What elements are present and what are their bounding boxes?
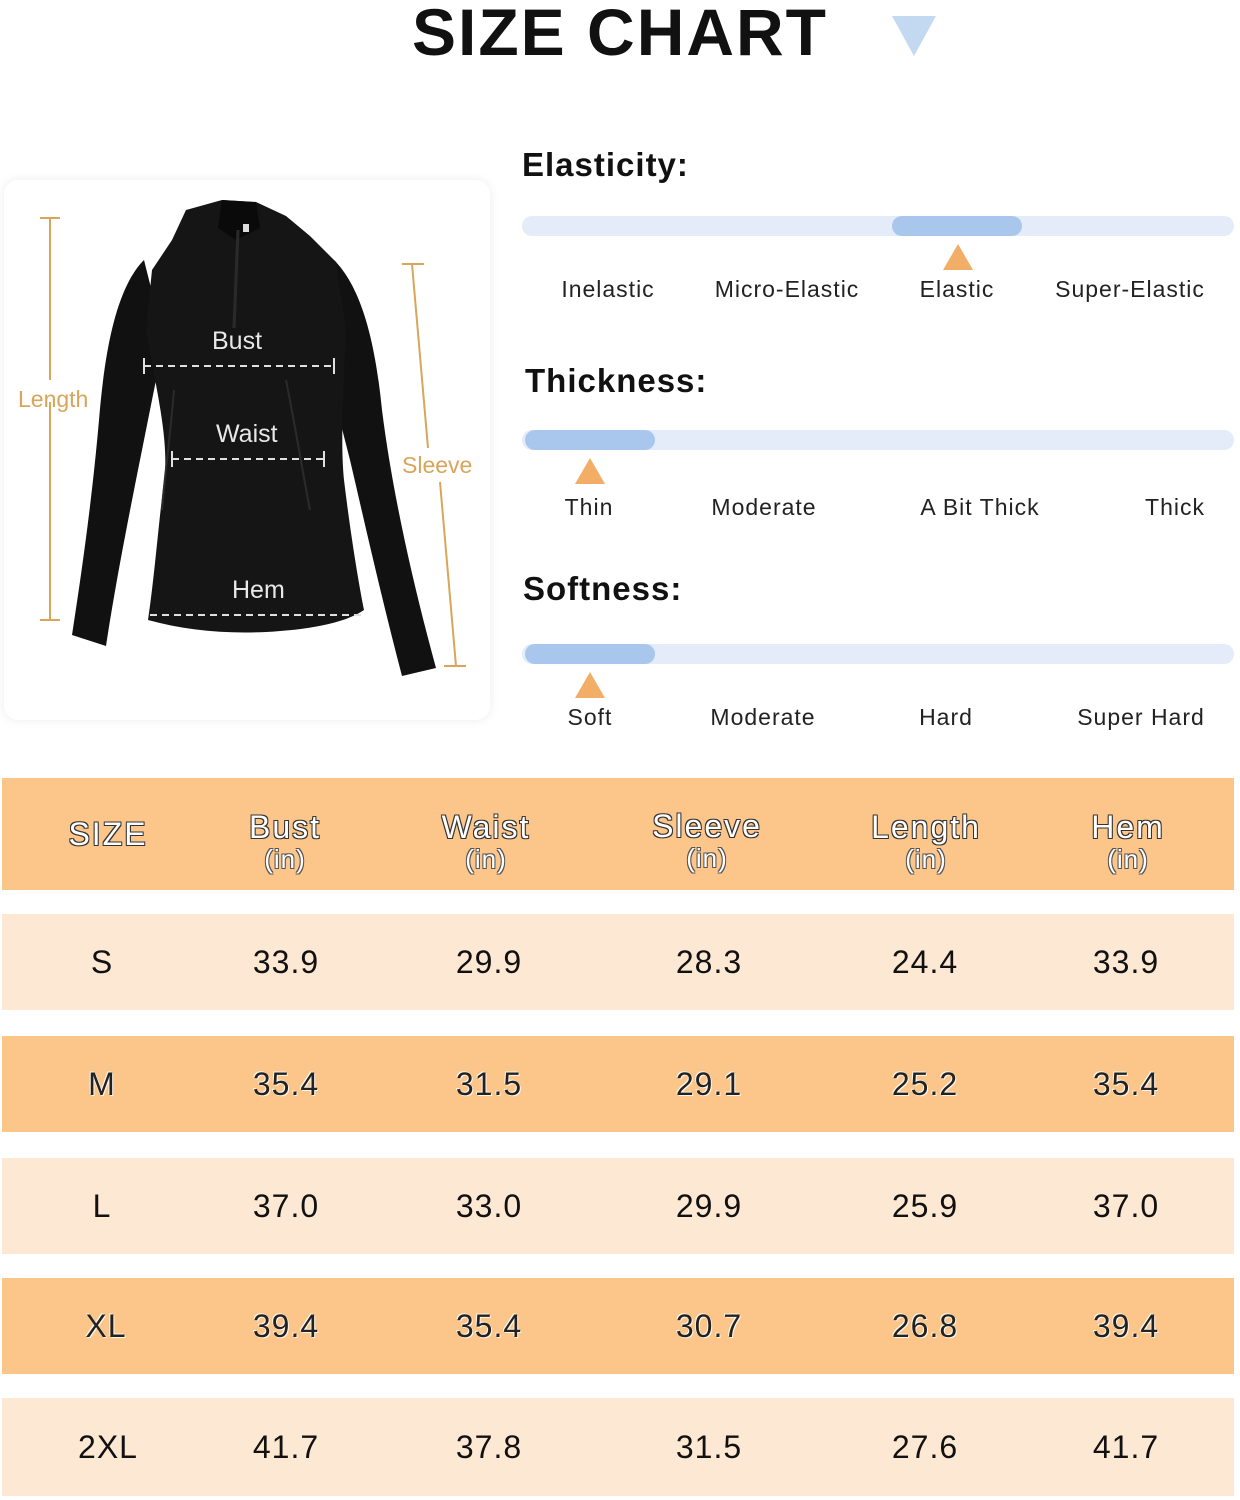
softness-selected-segment: [525, 644, 655, 664]
table-row: [2, 1036, 1234, 1132]
thickness-option: Moderate: [711, 494, 817, 520]
waist-cell: 31.5: [455, 1066, 523, 1102]
bust-cell: 33.9: [252, 944, 320, 980]
waist-label: Waist: [216, 420, 278, 448]
sleeve-cell: 30.7: [675, 1308, 743, 1344]
thickness-marker-icon: [575, 458, 605, 484]
hem-cell: 41.7: [1092, 1429, 1160, 1465]
waist-cell: 35.4: [455, 1308, 523, 1344]
softness-option: Moderate: [710, 704, 816, 730]
column-header-sleeve: Sleeve (in): [652, 808, 762, 873]
thickness-option: Thick: [1145, 494, 1205, 520]
length-cell: 25.2: [891, 1066, 959, 1102]
size-cell: XL: [85, 1308, 127, 1344]
table-row: [2, 1278, 1234, 1374]
thickness-option-selected: Thin: [564, 494, 614, 520]
elasticity-selected-segment: [892, 216, 1022, 236]
bust-cell: 37.0: [252, 1188, 320, 1224]
length-cell: 26.8: [891, 1308, 959, 1344]
softness-marker-icon: [575, 672, 605, 698]
length-cell: 27.6: [891, 1429, 959, 1465]
sleeve-cell: 28.3: [675, 944, 743, 980]
softness-heading: Softness:: [523, 570, 683, 607]
softness-scale-track: [522, 644, 1234, 664]
garment-card: [4, 180, 490, 720]
sleeve-cell: 29.1: [675, 1066, 743, 1102]
softness-section: [522, 570, 1236, 770]
elasticity-marker-icon: [943, 244, 973, 270]
elasticity-section: [522, 146, 1236, 346]
sleeve-cell: 29.9: [675, 1188, 743, 1224]
elasticity-option: Super-Elastic: [1055, 276, 1205, 302]
length-cell: 24.4: [891, 944, 959, 980]
bust-cell: 41.7: [252, 1429, 320, 1465]
hem-cell: 35.4: [1092, 1066, 1160, 1102]
column-header-hem: Hem (in): [1091, 809, 1165, 874]
table-header-row: [2, 778, 1234, 890]
column-header-length: Length (in): [871, 809, 981, 874]
sleeve-label: Sleeve: [402, 452, 473, 478]
softness-option: Hard: [919, 704, 973, 730]
thickness-option: A Bit Thick: [920, 494, 1040, 520]
table-row: [2, 1398, 1234, 1496]
column-header-bust: Bust (in): [248, 809, 322, 874]
column-header-size: SIZE: [68, 816, 148, 852]
page-title: SIZE CHART: [412, 0, 828, 69]
elasticity-option-selected: Elastic: [919, 276, 995, 302]
bust-label: Bust: [212, 327, 263, 355]
elasticity-option: Inelastic: [561, 276, 655, 302]
size-cell: 2XL: [78, 1429, 138, 1465]
sleeve-cell: 31.5: [675, 1429, 743, 1465]
table-row: [2, 914, 1234, 1010]
size-cell: S: [90, 944, 114, 980]
softness-option: Super Hard: [1077, 704, 1205, 730]
elasticity-heading: Elasticity:: [522, 146, 689, 183]
table-row: [2, 1158, 1234, 1254]
hem-cell: 37.0: [1092, 1188, 1160, 1224]
hem-label: Hem: [232, 576, 285, 604]
thickness-scale-track: [522, 430, 1234, 450]
bust-cell: 39.4: [252, 1308, 320, 1344]
thickness-selected-segment: [525, 430, 655, 450]
hem-cell: 33.9: [1092, 944, 1160, 980]
zip-top-jacket-icon: [4, 180, 490, 720]
waist-cell: 29.9: [455, 944, 523, 980]
column-header-waist: Waist (in): [441, 809, 531, 874]
softness-option-selected: Soft: [567, 704, 613, 730]
waist-cell: 33.0: [455, 1188, 523, 1224]
elasticity-scale-track: [522, 216, 1234, 236]
title-bar: [0, 0, 1240, 70]
waist-cell: 37.8: [455, 1429, 523, 1465]
triangle-down-icon: [892, 16, 936, 56]
thickness-section: [522, 362, 1236, 562]
length-cell: 25.9: [891, 1188, 959, 1224]
hem-cell: 39.4: [1092, 1308, 1160, 1344]
size-cell: M: [88, 1066, 116, 1102]
bust-cell: 35.4: [252, 1066, 320, 1102]
size-cell: L: [92, 1188, 112, 1224]
length-label: Length: [18, 386, 89, 412]
size-table: [2, 778, 1234, 1500]
elasticity-option: Micro-Elastic: [714, 276, 860, 302]
thickness-heading: Thickness:: [525, 362, 708, 399]
